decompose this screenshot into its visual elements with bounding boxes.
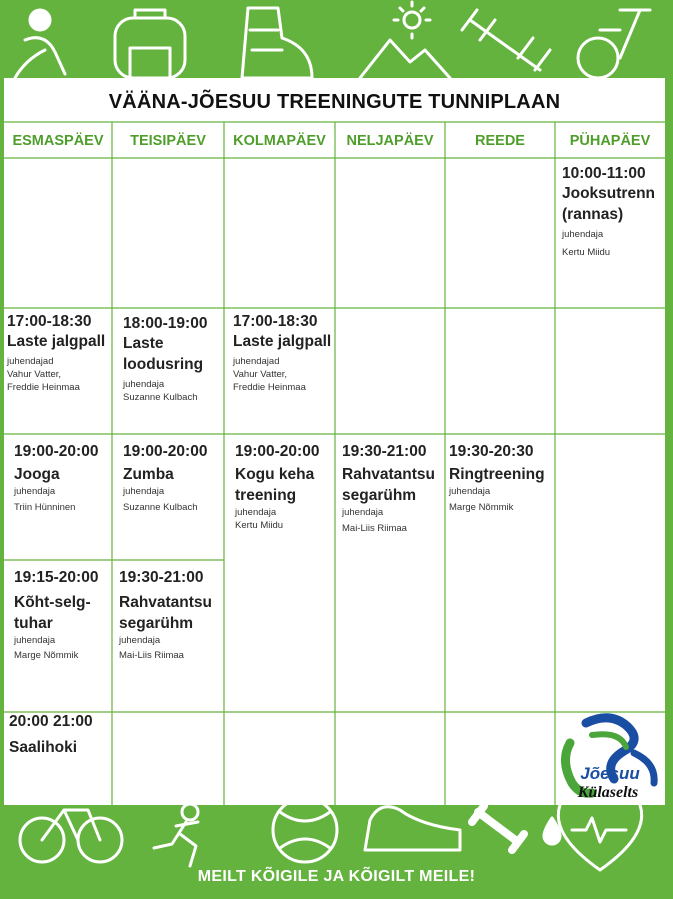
event-mon-football	[7, 312, 111, 394]
day-header-tuesday: TEISIPÄEV	[130, 133, 206, 149]
village-society-logo	[556, 713, 661, 805]
event-name: Rahvatantsu	[342, 466, 436, 483]
day-header-monday: ESMASPÄEV	[12, 133, 104, 149]
instructor-role: juhendaja	[449, 486, 491, 497]
event-name: treening	[235, 487, 297, 504]
instructor-name: Marge Nõmmik	[14, 650, 79, 661]
mountain-sun-icon	[360, 2, 450, 78]
heart-pulse-icon	[558, 794, 641, 870]
instructor-role: juhendaja	[342, 507, 384, 518]
event-wed-football	[233, 312, 334, 394]
event-name: Laste jalgpall	[233, 333, 332, 350]
instructor-name: Kertu Miidu	[235, 520, 284, 531]
day-header-friday: REEDE	[475, 133, 525, 149]
event-name: tuhar	[14, 615, 53, 632]
event-fri-circuit	[449, 442, 554, 514]
backpack-icon	[115, 10, 185, 78]
exercise-bike-icon	[578, 10, 650, 78]
bicycle-icon	[20, 810, 122, 862]
instructor-role: juhendaja	[562, 229, 604, 240]
instructor-name: Vahur Vatter,	[233, 369, 288, 380]
event-name: Ringtreening	[449, 466, 545, 483]
event-name: segarühm	[342, 487, 417, 504]
event-time: 17:00-18:30	[233, 313, 318, 330]
instructor-name: Suzanne Kulbach	[123, 502, 198, 513]
event-time: 19:00-20:00	[123, 443, 208, 460]
logo-text-joesuu: Jõesuu	[580, 764, 640, 783]
event-time: 19:30-20:30	[449, 443, 534, 460]
day-header-thursday: NELJAPÄEV	[346, 133, 434, 149]
instructor-role: juhendaja	[14, 486, 56, 497]
event-name: Jooga	[14, 466, 60, 483]
instructor-role: juhendaja	[235, 507, 277, 518]
event-mon-yoga	[14, 442, 111, 514]
event-name: Laste	[123, 335, 164, 352]
instructor-role: juhendaja	[14, 635, 56, 646]
event-mon-core	[14, 568, 111, 662]
event-name: Kõht-selg-	[14, 594, 91, 611]
event-mon-hockey	[9, 712, 111, 758]
instructor-role: juhendaja	[123, 486, 165, 497]
dumbbell-icon	[462, 10, 550, 70]
event-name: Jooksutrenn	[562, 185, 656, 202]
event-time: 19:00-20:00	[235, 443, 320, 460]
instructor-name: Kertu Miidu	[562, 247, 611, 258]
event-name: loodusring	[123, 356, 204, 373]
instructor-name: Freddie Heinmaa	[7, 382, 80, 393]
event-sun-run	[562, 164, 664, 259]
instructor-name: Mai-Liis Riimaa	[119, 650, 184, 661]
day-header-wednesday: KOLMAPÄEV	[233, 133, 326, 149]
instructor-role: juhendajad	[233, 356, 280, 367]
footer-slogan: MEILT KÕIGILE JA KÕIGILT MEILE!	[197, 868, 476, 885]
event-wed-body	[235, 442, 334, 532]
day-header-sunday: PÜHAPÄEV	[569, 133, 651, 149]
logo-text-kulaselts: Külaselts	[577, 784, 639, 801]
schedule-sheet	[4, 78, 665, 805]
event-time: 20:00 21:00	[9, 713, 93, 730]
event-time: 19:00-20:00	[14, 443, 99, 460]
instructor-name: Suzanne Kulbach	[123, 392, 198, 403]
instructor-role: juhendajad	[7, 356, 54, 367]
event-name: Laste jalgpall	[7, 333, 106, 350]
instructor-name: Freddie Heinmaa	[233, 382, 306, 393]
instructor-role: juhendaja	[119, 635, 161, 646]
event-time: 18:00-19:00	[123, 315, 208, 332]
instructor-name: Vahur Vatter,	[7, 369, 62, 380]
event-tue-zumba	[123, 442, 223, 514]
ball-icon	[273, 798, 337, 862]
event-name: Saalihoki	[9, 739, 78, 756]
instructor-name: Mai-Liis Riimaa	[342, 523, 407, 534]
page-title: VÄÄNA-JÕESUU TREENINGUTE TUNNIPLAAN	[108, 91, 561, 113]
instructor-role: juhendaja	[123, 379, 165, 390]
event-tue-nature	[123, 314, 223, 404]
event-time: 17:00-18:30	[7, 313, 92, 330]
person-lifting-icon	[15, 10, 65, 78]
sneaker-icon	[365, 807, 460, 850]
event-name: Kogu keha	[235, 466, 315, 483]
event-name: (rannas)	[562, 206, 624, 223]
instructor-name: Marge Nõmmik	[449, 502, 514, 513]
event-time: 19:30-21:00	[342, 443, 427, 460]
hand-weight-icon	[472, 806, 524, 850]
event-time: 10:00-11:00	[562, 165, 646, 182]
event-name: Zumba	[123, 466, 174, 483]
event-thu-dance	[342, 442, 444, 535]
boot-icon	[242, 8, 312, 78]
event-tue-dance	[119, 568, 223, 662]
instructor-name: Triin Hünninen	[14, 502, 76, 513]
event-time: 19:15-20:00	[14, 569, 99, 586]
event-time: 19:30-21:00	[119, 569, 204, 586]
runner-icon	[154, 804, 198, 866]
event-name: Rahvatantsu	[119, 594, 213, 611]
event-name: segarühm	[119, 615, 194, 632]
